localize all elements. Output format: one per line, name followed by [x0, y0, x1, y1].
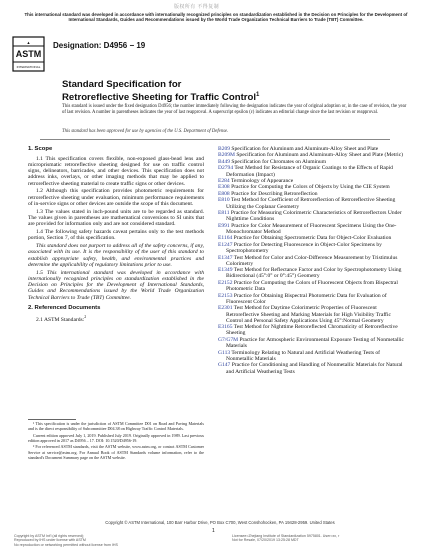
tbt-paragraph: 1.5 This international standard was developed in accordance with internationally recognized principles on standardization established in the Decision on Principles for the Development of International Standards, Guides and Recommendations issued by the World Trade Organization Technical Barriers to Trade (TBT) Committee. [28, 269, 204, 301]
reference-title: Test Method for Resistance of Organic Coatings to the Effects of Rapid Deformation (Impact) [226, 165, 393, 178]
reference-item [218, 293, 404, 306]
reference-title: Practice for Obtaining Spectrometric Data for Object-Color Evaluation [233, 235, 392, 242]
reference-code-link[interactable]: B209M [218, 152, 235, 159]
scope-paragraph: 1.1 This specification covers flexible, non-exposed glass-bead lens and microprismatic retroreflective sheeting designed for use on traffic control signs, delineators, barricades, and other devices. This specification does not address inks, overlays, or other imaging methods that may be applied to retroreflective sheeting material to create traffic signs or other devices. [28, 155, 204, 187]
reference-title: Specification for Aluminum and Aluminum-Alloy Sheet and Plate (Metric) [236, 152, 404, 159]
reference-code-link[interactable]: E1247 [218, 241, 233, 248]
reference-item [218, 267, 404, 280]
left-column [28, 146, 204, 324]
tbt-notice: This international standard was developed in accordance with internationally recognized principles on standardization established in the Decision on Principles for the Development of International Standards, Guides and Recommendations issued by the World Trade Organization Technical Barriers to Trade (TBT) Committee. [24, 12, 408, 23]
astm-logo [12, 36, 45, 72]
footnotes [28, 421, 204, 461]
reference-item [218, 337, 404, 350]
reference-code-link[interactable]: E2153 [218, 292, 233, 299]
reference-code-link[interactable]: E811 [218, 210, 230, 216]
scope-paragraph: 1.4 The following safety hazards caveat pertains only to the test methods portion, Section 7, of this specification. [28, 229, 204, 242]
scope-paragraph: 1.3 The values stated in inch-pound units are to be regarded as standard. The values given in parentheses are mathematical conversions to SI units that are provided for information only and are not considered standard. [28, 208, 204, 228]
reference-item [218, 184, 404, 190]
reference-title: Specification for Chromates on Aluminum [231, 158, 327, 165]
reference-title: Test Method for Daytime Colorimetric Properties of Fluorescent Retroreflective Sheeting and Marking Materials for High Visibility Traffic Control and Personal Safety Applications Using 45°:Normal Geometry [226, 305, 391, 324]
reference-item [218, 280, 404, 293]
reference-code-link[interactable]: E1347 [218, 254, 233, 261]
referenced-standards-list [218, 146, 404, 375]
reference-title: Test Method for Coefficient of Retroreflection of Retroreflective Sheeting Utilizing the Coplanar Geometry [226, 197, 396, 210]
reference-item [218, 255, 404, 268]
license-left: Copyright by ASTM Int'l (all rights reserved); Reproduced by IHS under license with ASTM No reproduction or networking permitted without license from IHS [14, 534, 118, 547]
reference-title: Test Method for Nighttime Retroreflected Chromaticity of Retroreflective Sheeting [226, 324, 398, 337]
reference-title: Practice for Color Measurement of Fluorescent Specimens Using the One-Monochromator Method [226, 222, 397, 235]
reference-title: Test Method for Color and Color-Difference Measurement by Tristimulus Colorimetry [226, 254, 398, 267]
scope-heading: 1. Scope [28, 146, 53, 152]
footnote-divider [28, 419, 76, 420]
reference-item [218, 165, 404, 178]
page-number: 1 [212, 528, 215, 534]
footnote: ¹ This specification is under the jurisdiction of ASTM Committee D01 on Road and Paving Materials and is the direct responsibility of Subcommittee D04.38 on Highway Traffic Control Materials. [28, 421, 204, 432]
reference-code-link[interactable]: E2301 [218, 305, 233, 312]
svg-text:▲: ▲ [26, 40, 31, 45]
svg-text:INTERNATIONAL: INTERNATIONAL [16, 65, 41, 69]
header-divider [40, 139, 390, 140]
referenced-documents-heading: 2. Referenced Documents [28, 304, 101, 311]
reference-item [218, 324, 404, 337]
reference-code-link[interactable]: E284 [218, 178, 230, 184]
reference-title: Practice for Atmospheric Environmental Exposure Testing of Nonmetallic Materials [226, 336, 404, 350]
reference-code-link[interactable]: B449 [218, 158, 231, 165]
reference-code-link[interactable]: E1349 [218, 267, 233, 274]
reference-item [218, 350, 404, 363]
reference-code-link[interactable]: D2794 [218, 165, 234, 172]
reference-code-link[interactable]: B209 [218, 146, 231, 152]
reference-code-link[interactable]: G147 [218, 362, 231, 369]
reference-item [218, 242, 404, 255]
reference-code-link[interactable]: E1164 [218, 235, 233, 242]
dod-endorsement: This standard has been approved for use by agencies of the U.S. Department of Defense. [62, 129, 229, 134]
footnote: Current edition approved July 1, 2019. Published July 2019. Originally approved in 1989. Last previous edition approved in 2017 as D4956 – 17. DOI: 10.1520/D4956-19. [28, 432, 204, 443]
svg-text:ASTM: ASTM [15, 49, 42, 59]
designation: Designation: D4956 − 19 [53, 41, 146, 50]
reference-item [218, 235, 404, 241]
safety-caveat: This standard does not purport to address all of the safety concerns, if any, associated with its use. It is the responsibility of the user of this standard to establish appropriate safety, health, and environmental practices and determine the applicability of regulatory limitations prior to use. [28, 243, 204, 268]
reference-code-link[interactable]: G113 [218, 349, 231, 356]
standard-title [62, 79, 362, 103]
title-line-2 [62, 90, 362, 103]
reference-title: Terminology Relating to Natural and Artificial Weathering Tests of Nonmetallic Materials [226, 349, 381, 362]
reference-item [218, 197, 404, 210]
reference-code-link[interactable]: E2152 [218, 279, 233, 286]
reference-code-link[interactable]: E991 [218, 222, 230, 229]
watermark: 版权所有 不得复制 [174, 4, 219, 10]
reference-title: Practice for Computing the Colors of Fluorescent Objects from Bispectral Photometric Data [226, 279, 398, 293]
title-main: Retroreflective Sheeting for Traffic Control [62, 92, 257, 104]
reference-title: Practice for Computing the Colors of Objects by Using the CIE System [231, 184, 390, 191]
license-right: Licensee=Zhejiang Institute of Standardization 5975801. User=xx, r Not for Resale, 07/20/2019 13:25:28 MDT [232, 534, 340, 543]
reference-item [218, 152, 404, 158]
astm-standards-label: 2.1 ASTM Standards: [36, 317, 85, 324]
reference-title: Specification for Aluminum and Aluminum-Alloy Sheet and Plate [231, 146, 379, 152]
reference-title: Practice for Describing Retroreflection [231, 190, 318, 197]
scope-paragraph: 1.2 Although this specification provides photometric requirements for retroreflective sheeting under evaluation, minimum performance requirements of in-service signs or other devices are outside the scope of this document. [28, 188, 204, 207]
reference-code-link[interactable]: E3165 [218, 324, 233, 331]
astm-standards-mark: 2 [84, 315, 87, 320]
reference-title: Practice for Detecting Fluorescence in Object-Color Specimens by Spectrophotometry [226, 241, 382, 255]
reference-title: Practice for Obtaining Bispectral Photometric Data for Evaluation of Fluorescent Color [226, 292, 387, 305]
reference-item [218, 305, 404, 324]
reference-title: Practice for Measuring Colorimetric Characteristics of Retroreflectors Under Nighttime Conditions [226, 210, 402, 223]
reference-item [218, 223, 404, 236]
footnote: ² For referenced ASTM standards, visit the ASTM website, www.astm.org, or contact ASTM Customer Service at service@astm.org. For Annual Book of ASTM Standards volume information, refer to the standard's Document Summary page on the ASTM website. [28, 444, 204, 460]
reference-code-link[interactable]: E808 [218, 190, 230, 197]
copyright-line: Copyright © ASTM International, 100 Barr Harbor Drive, PO Box C700, West Conshohocken, PA 19428-2959. United States [105, 520, 335, 525]
astm-standards-intro [28, 314, 204, 323]
issue-note: This standard is issued under the fixed designation D4956; the number immediately following the designation indicates the year of original adoption or, in the case of revision, the year of last revision. A number in parentheses indicates the year of last reapproval. A superscript epsilon (ε) indicates an editorial change since the last revision or reapproval. [62, 104, 407, 115]
reference-item [218, 210, 404, 223]
reference-title: Test Method for Reflectance Factor and Color by Spectrophotometry Using Bidirectional (45°:0° or 0°:45°) Geometry [226, 267, 402, 280]
reference-code-link[interactable]: E308 [218, 184, 230, 191]
reference-code-link[interactable]: E810 [218, 197, 230, 204]
reference-title: Terminology of Appearance [231, 178, 294, 184]
reference-title: Practice for Conditioning and Handling of Nonmetallic Materials for Natural and Artificial Weathering Tests [226, 362, 403, 375]
title-footnote-mark: 1 [256, 92, 260, 98]
title-line-1: Standard Specification for [62, 79, 182, 90]
reference-item [218, 362, 404, 375]
reference-code-link[interactable]: G7/G7M [218, 336, 239, 343]
